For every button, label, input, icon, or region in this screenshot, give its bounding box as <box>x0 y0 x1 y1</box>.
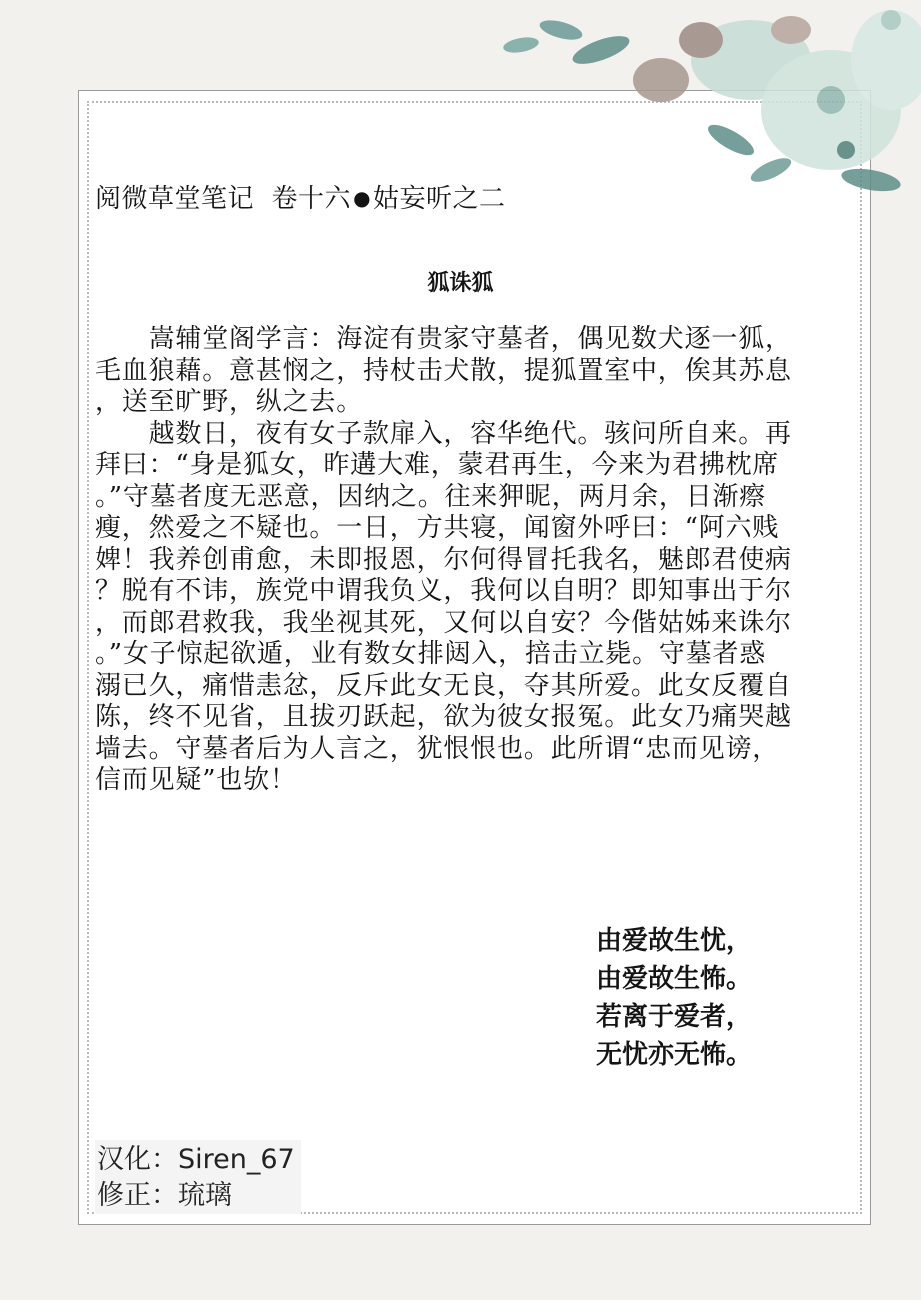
body-line: 墙去。守墓者后为人言之，犹恨恨也。此所谓“忠而见谤， <box>95 733 780 764</box>
poem-line: 由爱故生怖。 <box>596 964 753 994</box>
body-line: ，送至旷野，纵之去。 <box>95 387 364 417</box>
book-title: 阅微草堂笔记 <box>95 184 255 214</box>
proofreader-name: 琉璃 <box>178 1180 232 1211</box>
body-line: 越数日，夜有女子款扉入，容华绝代。骇问所自来。再 <box>95 418 792 449</box>
poem-verse <box>596 922 752 1074</box>
body-line: ，而郎君救我，我坐视其死，又何以自安？今偕姑姊来诛尔 <box>95 607 792 638</box>
poem-line: 若离于爱者， <box>596 1002 753 1032</box>
translator-name: Siren_67 <box>178 1144 295 1175</box>
story-title: 狐诛狐 <box>427 271 494 296</box>
bullet-separator: ● <box>353 186 372 210</box>
body-line: 毛血狼藉。意甚悯之，持杖击犬散，提狐置室中，俟其苏息 <box>95 355 792 386</box>
body-line: 。”守墓者度无恶意，因纳之。往来狎昵，两月余，日渐瘵 <box>95 481 767 512</box>
proofread-label: 修正： <box>97 1180 178 1211</box>
body-line: ？脱有不讳，族党中谓我负义，我何以自明？即知事出于尔 <box>95 576 792 606</box>
translation-credit <box>97 1142 295 1178</box>
body-line: 信而见疑”也欤！ <box>95 765 297 795</box>
translation-label: 汉化： <box>97 1144 178 1175</box>
body-line: 。”女子惊起欲遁，业有数女排闼入，掊击立毙。守墓者惑 <box>95 639 767 669</box>
body-line: 溺已久，痛惜恚忿，反斥此女无良，夺其所爱。此女反覆自 <box>95 670 792 701</box>
poem-line: 无忧亦无怖。 <box>596 1040 753 1070</box>
poem-line: 由爱故生忧， <box>596 926 753 956</box>
book-header <box>95 178 506 215</box>
flower-decoration-icon <box>451 0 921 210</box>
body-line: 嵩辅堂阁学言：海淀有贵家守墓者，偶见数犬逐一狐， <box>95 324 792 354</box>
body-line: 陈，终不见省，且拔刃跃起，欲为彼女报冤。此女乃痛哭越 <box>95 702 792 732</box>
chapter-label: 姑妄听之二 <box>373 184 506 214</box>
story-body <box>95 324 865 797</box>
body-line: 婢！我养创甫愈，未即报恩，尔何得冒托我名，魅郎君使病 <box>95 544 792 575</box>
body-line: 拜曰：“身是狐女，昨遘大难，蒙君再生，今来为君拂枕席 <box>95 450 780 480</box>
body-line: 瘦，然爱之不疑也。一日，方共寝，闻窗外呼曰：“阿六贱 <box>95 513 780 543</box>
credits-block <box>95 1140 301 1214</box>
volume-label: 卷十六 <box>271 184 352 214</box>
proofread-credit <box>97 1178 295 1214</box>
